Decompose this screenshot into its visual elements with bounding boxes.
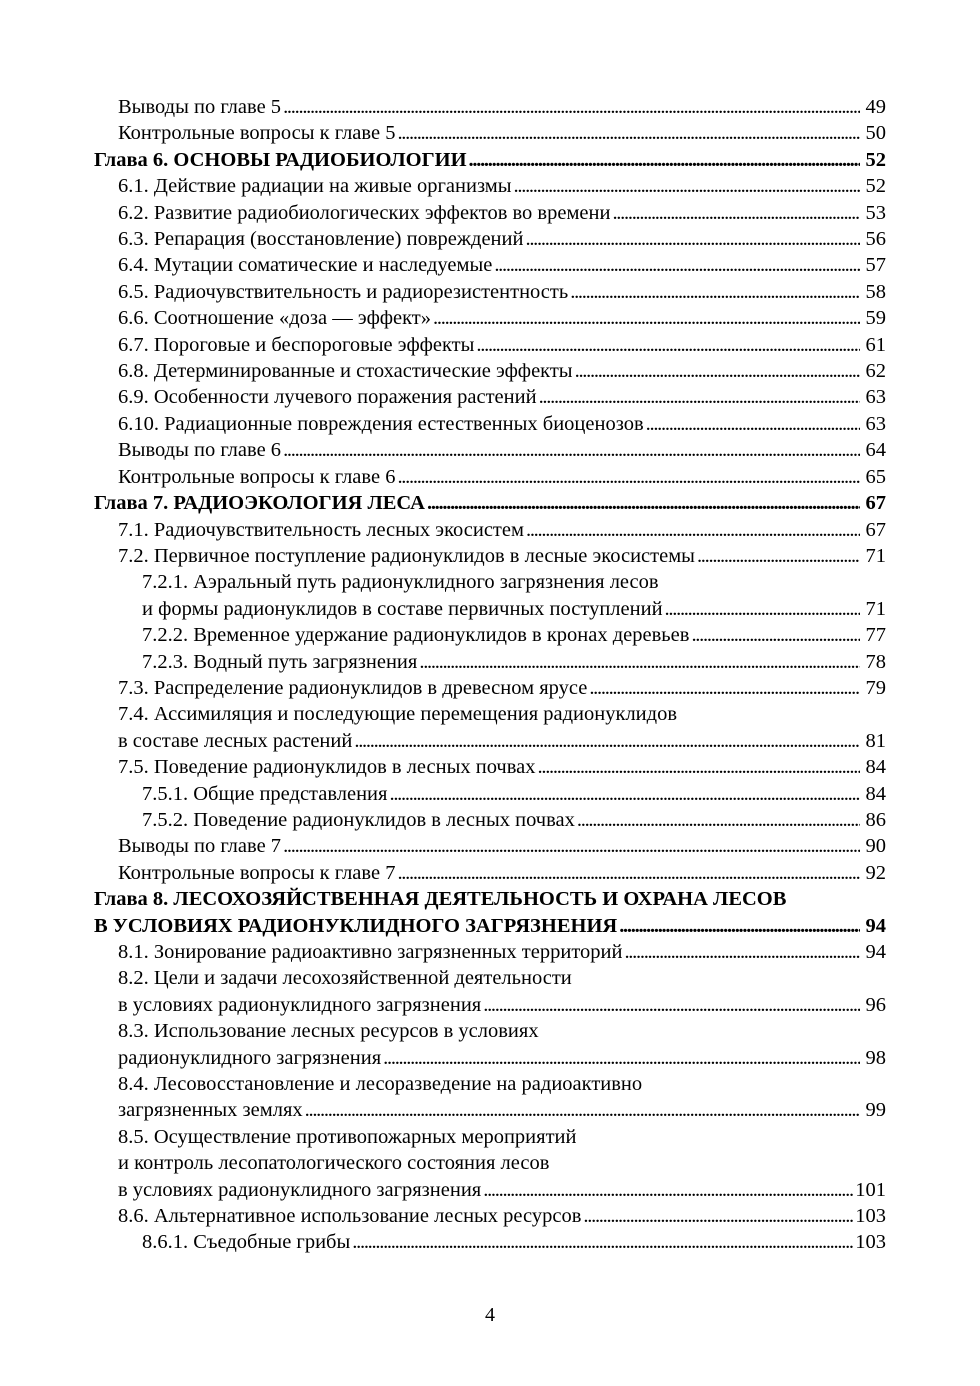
toc-entry-title-line: 8.2. Цели и задачи лесохозяйственной деятельности: [118, 967, 572, 990]
toc-entry-row: [118, 1177, 886, 1203]
toc-entry-title: Контрольные вопросы к главе 5: [118, 122, 396, 145]
dot-leader: [483, 1177, 853, 1203]
toc-entry: [94, 226, 886, 252]
toc-entry: [94, 807, 886, 833]
toc-entry-title: 7.5.1. Общие представления: [142, 782, 388, 805]
dot-leader: [397, 120, 860, 146]
toc-entry-row: [118, 675, 886, 701]
table-of-contents: [94, 94, 886, 1256]
toc-entry: [94, 252, 886, 278]
toc-page-number: 63: [865, 386, 886, 409]
toc-entry-title: 7.1. Радиочувствительность лесных экосистем: [118, 518, 524, 541]
dot-leader: [539, 384, 860, 410]
toc-entry-title-line: 7.4. Ассимиляция и последующие перемещения радионуклидов: [118, 703, 678, 726]
toc-page-number: 84: [865, 782, 886, 805]
toc-entry-title: 6.7. Пороговые и беспороговые эффекты: [118, 333, 475, 356]
toc-entry-row: [118, 332, 886, 358]
toc-page-number: 62: [865, 360, 886, 383]
toc-entry-row: [94, 147, 886, 173]
page-number: 4: [485, 1304, 495, 1326]
dot-leader: [575, 358, 860, 384]
toc-entry-row: [118, 543, 886, 569]
toc-entry-row: [118, 94, 886, 120]
toc-page-number: 99: [865, 1099, 886, 1122]
toc-entry-row: [118, 279, 886, 305]
toc-entry: [94, 464, 886, 490]
toc-entry-title: 6.8. Детерминированные и стохастические эффекты: [118, 360, 573, 383]
toc-entry: [94, 1071, 886, 1124]
toc-entry-title-line: Глава 8. ЛЕСОХОЗЯЙСТВЕННАЯ ДЕЯТЕЛЬНОСТЬ И ОХРАНА ЛЕСОВ: [94, 888, 787, 911]
toc-entry-row: [118, 992, 886, 1018]
toc-page-number: 63: [865, 412, 886, 435]
toc-entry: [94, 94, 886, 120]
toc-entry: [94, 1203, 886, 1229]
toc-page-number: 64: [865, 439, 886, 462]
toc-entry: [94, 384, 886, 410]
toc-entry-title: 7.5.2. Поведение радионуклидов в лесных почвах: [142, 808, 575, 831]
toc-entry-title: радионуклидного загрязнения: [118, 1046, 382, 1069]
toc-page-number: 53: [865, 201, 886, 224]
dot-leader: [570, 279, 860, 305]
dot-leader: [514, 173, 860, 199]
toc-page-number: 71: [865, 544, 886, 567]
toc-entry-title: 6.9. Особенности лучевого поражения растений: [118, 386, 537, 409]
toc-entry-title: 7.2. Первичное поступление радионуклидов в лесные экосистемы: [118, 544, 695, 567]
toc-entry: [94, 200, 886, 226]
toc-entry: [94, 543, 886, 569]
toc-entry-row: [118, 384, 886, 410]
toc-entry-title-line: 8.4. Лесовосстановление и лесоразведение на радиоактивно: [118, 1073, 643, 1096]
toc-page-number: 61: [865, 333, 886, 356]
dot-leader: [691, 622, 860, 648]
dot-leader: [646, 411, 860, 437]
toc-entry: [94, 622, 886, 648]
toc-page-number: 94: [865, 941, 886, 963]
toc-entry-row: [142, 807, 886, 833]
toc-page-number: 79: [865, 676, 886, 699]
dot-leader: [305, 1097, 860, 1123]
toc-page-number: 50: [865, 122, 886, 145]
toc-entry-title: 6.1. Действие радиации на живые организмы: [118, 175, 512, 198]
toc-entry: [94, 1229, 886, 1255]
toc-entry: [94, 701, 886, 754]
toc-page-number: 49: [865, 96, 886, 118]
dot-leader: [397, 464, 860, 490]
toc-entry-row: [118, 939, 886, 965]
toc-entry: [94, 649, 886, 675]
toc-entry-title-line: 8.3. Использование лесных ресурсов в условиях: [118, 1020, 539, 1043]
dot-leader: [665, 596, 860, 622]
toc-entry-title-line: 8.5. Осуществление противопожарных мероприятий: [118, 1125, 577, 1148]
toc-page-number: 103: [855, 1231, 886, 1254]
toc-entry-row: [118, 305, 886, 331]
toc-entry: [94, 569, 886, 622]
toc-entry-title: 7.2.3. Водный путь загрязнения: [142, 650, 418, 673]
toc-page-number: 56: [865, 228, 886, 251]
toc-entry-title: 6.6. Соотношение «доза — эффект»: [118, 307, 432, 330]
toc-entry-row: [142, 622, 886, 648]
dot-leader: [538, 754, 861, 780]
toc-entry: [94, 1124, 886, 1203]
dot-leader: [476, 332, 860, 358]
dot-leader: [577, 807, 860, 833]
toc-page-number: 59: [865, 307, 886, 330]
toc-entry-row: [118, 1203, 886, 1229]
toc-entry-title: в условиях радионуклидного загрязнения: [118, 1178, 482, 1201]
toc-entry: [94, 358, 886, 384]
toc-entry-title: 6.2. Развитие радиобиологических эффектов во времени: [118, 201, 611, 224]
toc-entry: [94, 1018, 886, 1071]
toc-entry-row: [118, 1097, 886, 1123]
toc-entry-title: в условиях радионуклидного загрязнения: [118, 993, 482, 1016]
toc-entry-row: [118, 728, 886, 754]
toc-page-number: 98: [865, 1046, 886, 1069]
toc-entry: [94, 965, 886, 1018]
toc-entry-title: 7.3. Распределение радионуклидов в древесном ярусе: [118, 676, 588, 699]
toc-entry: [94, 279, 886, 305]
toc-page-number: 94: [865, 914, 886, 937]
toc-entry-title: В УСЛОВИЯХ РАДИОНУКЛИДНОГО ЗАГРЯЗНЕНИЯ: [94, 914, 618, 937]
dot-leader: [283, 437, 860, 463]
toc-entry: [94, 781, 886, 807]
toc-entry-row: [118, 411, 886, 437]
toc-entry: [94, 833, 886, 859]
dot-leader: [525, 226, 860, 252]
dot-leader: [526, 517, 860, 543]
toc-entry-title: 7.2.2. Временное удержание радионуклидов в кронах деревьев: [142, 624, 690, 647]
toc-entry-row: [118, 517, 886, 543]
toc-entry-row: [118, 200, 886, 226]
toc-entry-row: [94, 490, 886, 516]
toc-entry: [94, 332, 886, 358]
toc-page-number: 101: [855, 1178, 886, 1201]
dot-leader: [389, 781, 860, 807]
toc-entry-row: [118, 437, 886, 463]
toc-entry: [94, 860, 886, 886]
toc-entry-row: [118, 120, 886, 146]
toc-entry-row: [118, 754, 886, 780]
toc-page-number: 71: [865, 597, 886, 620]
toc-entry-title: 8.1. Зонирование радиоактивно загрязненных территорий: [118, 941, 623, 963]
toc-entry-title: Выводы по главе 7: [118, 835, 282, 858]
toc-entry-row: [118, 860, 886, 886]
toc-entry: [94, 754, 886, 780]
toc-entry: [94, 517, 886, 543]
toc-page-number: 90: [865, 835, 886, 858]
toc-entry-row: [118, 252, 886, 278]
dot-leader: [433, 305, 860, 331]
toc-entry: [94, 939, 886, 965]
toc-page-number: 77: [865, 624, 886, 647]
toc-entry-row: [118, 1045, 886, 1071]
toc-entry-title: и формы радионуклидов в составе первичных поступлений: [142, 597, 663, 620]
toc-page-number: 52: [865, 175, 886, 198]
toc-entry-title: 8.6. Альтернативное использование лесных ресурсов: [118, 1205, 582, 1228]
toc-chapter-entry: [94, 147, 886, 173]
toc-entry: [94, 675, 886, 701]
toc-entry-row: [94, 913, 886, 939]
toc-entry-title: загрязненных землях: [118, 1099, 303, 1122]
toc-entry-row: [118, 358, 886, 384]
dot-leader: [583, 1203, 853, 1229]
dot-leader: [383, 1045, 860, 1071]
toc-entry-title: Глава 7. РАДИОЭКОЛОГИЯ ЛЕСА: [94, 492, 425, 515]
toc-entry-title-line: 7.2.1. Аэральный путь радионуклидного загрязнения лесов: [142, 571, 659, 594]
toc-entry-title: Выводы по главе 5: [118, 96, 282, 118]
dot-leader: [494, 252, 860, 278]
dot-leader: [397, 860, 860, 886]
toc-entry-title: Выводы по главе 6: [118, 439, 282, 462]
toc-entry-title: 6.4. Мутации соматические и наследуемые: [118, 254, 493, 277]
toc-entry-title: Контрольные вопросы к главе 7: [118, 861, 396, 884]
dot-leader: [352, 1229, 853, 1255]
toc-entry-row: [142, 781, 886, 807]
toc-entry-row: [142, 1229, 886, 1255]
dot-leader: [283, 94, 860, 120]
toc-entry-title: 6.10. Радиационные повреждения естественных биоценозов: [118, 412, 644, 435]
toc-page-number: 103: [855, 1205, 886, 1228]
toc-page-number: 58: [865, 280, 886, 303]
toc-page-number: 78: [865, 650, 886, 673]
toc-entry: [94, 411, 886, 437]
toc-entry-title: 7.5. Поведение радионуклидов в лесных почвах: [118, 756, 536, 779]
toc-entry: [94, 173, 886, 199]
toc-entry-title: в составе лесных растений: [118, 729, 353, 752]
toc-chapter-entry: [94, 886, 886, 939]
toc-entry-row: [118, 464, 886, 490]
toc-entry-title: Контрольные вопросы к главе 6: [118, 465, 396, 488]
dot-leader: [624, 939, 860, 965]
toc-entry-title: 6.3. Репарация (восстановление) повреждений: [118, 228, 524, 251]
toc-page-number: 67: [865, 492, 886, 515]
toc-page-number: 52: [865, 148, 886, 171]
toc-entry-row: [118, 173, 886, 199]
toc-entry-row: [118, 226, 886, 252]
dot-leader: [612, 200, 860, 226]
toc-entry-row: [142, 649, 886, 675]
toc-entry: [94, 305, 886, 331]
dot-leader: [469, 147, 860, 173]
dot-leader: [354, 728, 860, 754]
toc-entry-title-line: и контроль лесопатологического состояния лесов: [118, 1152, 550, 1175]
toc-page-number: 57: [865, 254, 886, 277]
toc-entry: [94, 437, 886, 463]
toc-page-number: 65: [865, 465, 886, 488]
toc-entry-title: Глава 6. ОСНОВЫ РАДИОБИОЛОГИИ: [94, 148, 467, 171]
dot-leader: [427, 490, 860, 516]
dot-leader: [697, 543, 860, 569]
dot-leader: [419, 649, 860, 675]
dot-leader: [589, 675, 860, 701]
toc-page-number: 92: [865, 861, 886, 884]
toc-page-number: 67: [865, 518, 886, 541]
toc-page-number: 81: [865, 729, 886, 752]
toc-chapter-entry: [94, 490, 886, 516]
toc-entry-title: 8.6.1. Съедобные грибы: [142, 1231, 351, 1254]
dot-leader: [483, 992, 860, 1018]
dot-leader: [619, 913, 860, 939]
dot-leader: [283, 833, 860, 859]
toc-page-number: 84: [865, 756, 886, 779]
toc-page-number: 96: [865, 993, 886, 1016]
toc-entry-title: 6.5. Радиочувствительность и радиорезистентность: [118, 280, 569, 303]
toc-entry: [94, 120, 886, 146]
toc-entry-row: [118, 833, 886, 859]
toc-entry-row: [142, 596, 886, 622]
toc-page-number: 86: [865, 808, 886, 831]
